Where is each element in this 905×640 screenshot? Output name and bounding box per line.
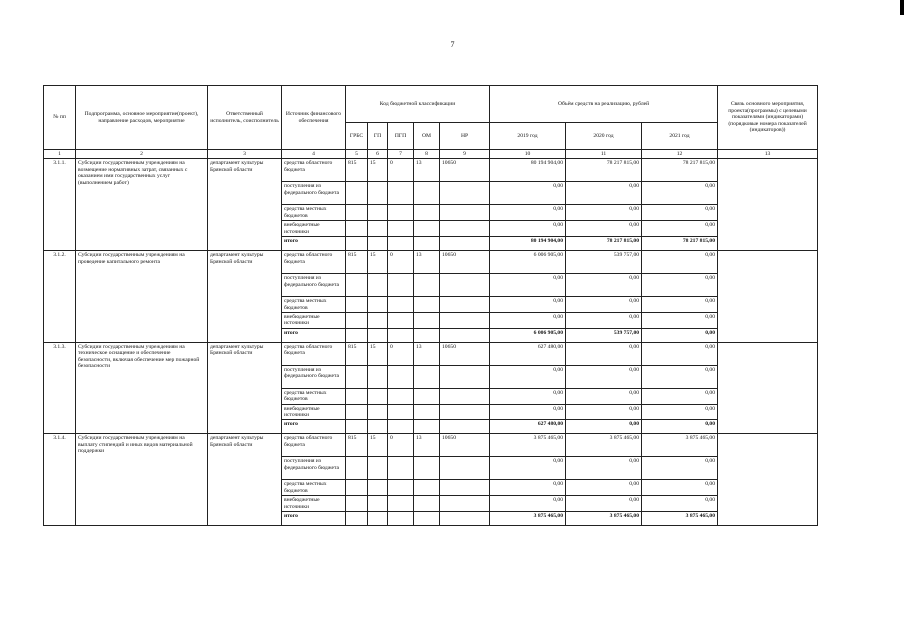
amount-2021: 0,00 xyxy=(642,404,718,420)
scan-edge-mark xyxy=(900,0,904,15)
amount-2019: 6 006 905,00 xyxy=(490,328,566,342)
amount-2021: 0,00 xyxy=(642,457,718,480)
code-pgp xyxy=(388,388,414,404)
amount-2019: 0,00 xyxy=(490,365,566,388)
amount-2019: 0,00 xyxy=(490,480,566,496)
funding-source: итого xyxy=(282,237,346,251)
column-number: 13 xyxy=(718,150,818,159)
code-gp xyxy=(368,420,388,434)
code-grbs xyxy=(346,237,368,251)
code-nr xyxy=(440,404,490,420)
amount-2019: 0,00 xyxy=(490,221,566,237)
code-nr xyxy=(440,388,490,404)
funding-source: внебюджетные источники xyxy=(282,221,346,237)
code-grbs xyxy=(346,420,368,434)
amount-2019: 3 875 465,00 xyxy=(490,512,566,526)
code-om xyxy=(414,328,440,342)
amount-2021: 0,00 xyxy=(642,496,718,512)
amount-2021: 0,00 xyxy=(642,342,718,365)
code-om: 13 xyxy=(414,251,440,274)
code-om xyxy=(414,365,440,388)
amount-2020: 0,00 xyxy=(566,404,642,420)
table-row xyxy=(44,251,818,274)
code-nr xyxy=(440,297,490,313)
funding-source: поступления из федерального бюджета xyxy=(282,365,346,388)
code-om xyxy=(414,388,440,404)
code-nr: 10650 xyxy=(440,159,490,182)
code-grbs: 815 xyxy=(346,159,368,182)
header-om: ОМ xyxy=(414,123,440,150)
code-nr: 10650 xyxy=(440,342,490,365)
code-grbs xyxy=(346,457,368,480)
code-nr xyxy=(440,480,490,496)
table-row xyxy=(44,342,818,365)
code-pgp xyxy=(388,297,414,313)
code-om xyxy=(414,404,440,420)
amount-2019: 0,00 xyxy=(490,457,566,480)
code-pgp xyxy=(388,221,414,237)
budget-table xyxy=(43,85,818,526)
header-nr: НР xyxy=(440,123,490,150)
code-grbs xyxy=(346,512,368,526)
header-pgp: ПГП xyxy=(388,123,414,150)
amount-2020: 0,00 xyxy=(566,221,642,237)
funding-source: средства областного бюджета xyxy=(282,251,346,274)
code-gp xyxy=(368,221,388,237)
amount-2019: 0,00 xyxy=(490,205,566,221)
column-number: 8 xyxy=(414,150,440,159)
amount-2020: 0,00 xyxy=(566,182,642,205)
funding-source: средства областного бюджета xyxy=(282,342,346,365)
amount-2019: 0,00 xyxy=(490,404,566,420)
column-number: 10 xyxy=(490,150,566,159)
code-nr: 10650 xyxy=(440,434,490,457)
code-nr xyxy=(440,496,490,512)
header-executor: Ответственный исполнитель, соисполнитель xyxy=(208,86,282,150)
amount-2019: 0,00 xyxy=(490,297,566,313)
amount-2019: 80 194 904,00 xyxy=(490,237,566,251)
code-nr xyxy=(440,182,490,205)
column-number: 9 xyxy=(440,150,490,159)
amount-2020: 0,00 xyxy=(566,365,642,388)
code-om xyxy=(414,205,440,221)
activity-name: Субсидии государственным учреждениям на выплату стипендий и иных видов материальной поддержки xyxy=(76,434,208,526)
indicator-link xyxy=(718,159,818,251)
amount-2021: 0,00 xyxy=(642,297,718,313)
header-2021: 2021 год xyxy=(642,123,718,150)
code-om xyxy=(414,512,440,526)
code-gp: 15 xyxy=(368,159,388,182)
header-grbs: ГРБС xyxy=(346,123,368,150)
amount-2019: 6 006 905,00 xyxy=(490,251,566,274)
activity-name: Субсидии государственным учреждениям на техническое оснащение и обеспечение безопасности, включая обеспечение мер пожарной безопасности xyxy=(76,342,208,434)
code-nr xyxy=(440,237,490,251)
code-nr xyxy=(440,420,490,434)
header-no: № пп xyxy=(44,86,76,150)
code-nr xyxy=(440,221,490,237)
code-nr: 10650 xyxy=(440,251,490,274)
amount-2021: 0,00 xyxy=(642,251,718,274)
code-grbs xyxy=(346,274,368,297)
column-number: 5 xyxy=(346,150,368,159)
amount-2020: 539 757,00 xyxy=(566,251,642,274)
amount-2020: 0,00 xyxy=(566,457,642,480)
code-om xyxy=(414,297,440,313)
funding-source: средства местных бюджетов xyxy=(282,480,346,496)
funding-source: итого xyxy=(282,420,346,434)
amount-2021: 78 217 815,00 xyxy=(642,159,718,182)
amount-2020: 0,00 xyxy=(566,342,642,365)
code-gp xyxy=(368,457,388,480)
funding-source: поступления из федерального бюджета xyxy=(282,457,346,480)
column-number: 12 xyxy=(642,150,718,159)
amount-2021: 0,00 xyxy=(642,205,718,221)
code-grbs: 815 xyxy=(346,251,368,274)
code-gp xyxy=(368,205,388,221)
column-number: 3 xyxy=(208,150,282,159)
code-grbs xyxy=(346,312,368,328)
amount-2021: 0,00 xyxy=(642,388,718,404)
code-gp xyxy=(368,480,388,496)
code-gp xyxy=(368,365,388,388)
code-grbs xyxy=(346,328,368,342)
page-number: 7 xyxy=(450,40,455,49)
funding-source: внебюджетные источники xyxy=(282,496,346,512)
header-2019: 2019 год xyxy=(490,123,566,150)
activity-name: Субсидии государственным учреждениям на возмещение нормативных затрат, связанных с оказанием ими государственных услуг (выполнением работ) xyxy=(76,159,208,251)
amount-2021: 0,00 xyxy=(642,328,718,342)
code-gp: 15 xyxy=(368,342,388,365)
code-pgp xyxy=(388,512,414,526)
code-pgp: 0 xyxy=(388,159,414,182)
code-pgp xyxy=(388,274,414,297)
indicator-link xyxy=(718,342,818,434)
amount-2021: 0,00 xyxy=(642,182,718,205)
funding-source: итого xyxy=(282,512,346,526)
amount-2020: 539 757,00 xyxy=(566,328,642,342)
code-pgp xyxy=(388,365,414,388)
amount-2019: 0,00 xyxy=(490,496,566,512)
code-nr xyxy=(440,512,490,526)
funding-source: средства местных бюджетов xyxy=(282,297,346,313)
code-om xyxy=(414,221,440,237)
activity-number: 3.1.2. xyxy=(44,251,76,343)
table-row xyxy=(44,159,818,182)
code-gp: 15 xyxy=(368,251,388,274)
amount-2021: 0,00 xyxy=(642,312,718,328)
funding-source: внебюджетные источники xyxy=(282,312,346,328)
amount-2020: 3 875 465,00 xyxy=(566,434,642,457)
code-om xyxy=(414,420,440,434)
amount-2021: 0,00 xyxy=(642,480,718,496)
code-grbs xyxy=(346,182,368,205)
code-gp xyxy=(368,297,388,313)
activity-executor: департамент культуры Брянской области xyxy=(208,342,282,434)
code-nr xyxy=(440,328,490,342)
code-pgp xyxy=(388,457,414,480)
code-nr xyxy=(440,312,490,328)
amount-2019: 80 194 904,00 xyxy=(490,159,566,182)
activity-number: 3.1.3. xyxy=(44,342,76,434)
column-number: 4 xyxy=(282,150,346,159)
code-om xyxy=(414,496,440,512)
code-grbs xyxy=(346,297,368,313)
code-gp: 15 xyxy=(368,434,388,457)
code-pgp xyxy=(388,205,414,221)
activity-executor: департамент культуры Брянской области xyxy=(208,434,282,526)
amount-2021: 0,00 xyxy=(642,365,718,388)
activity-number: 3.1.4. xyxy=(44,434,76,526)
code-gp xyxy=(368,388,388,404)
header-volume: Объём средств на реализацию, рублей xyxy=(490,86,718,123)
funding-source: поступления из федерального бюджета xyxy=(282,274,346,297)
code-om xyxy=(414,182,440,205)
amount-2020: 0,00 xyxy=(566,274,642,297)
header-budget-code: Код бюджетной классификации xyxy=(346,86,490,123)
code-pgp: 0 xyxy=(388,342,414,365)
table-row xyxy=(44,434,818,457)
header-gp: ГП xyxy=(368,123,388,150)
code-gp xyxy=(368,512,388,526)
activity-executor: департамент культуры Брянской области xyxy=(208,159,282,251)
code-grbs: 815 xyxy=(346,434,368,457)
column-number: 7 xyxy=(388,150,414,159)
amount-2021: 0,00 xyxy=(642,274,718,297)
amount-2020: 0,00 xyxy=(566,388,642,404)
code-grbs xyxy=(346,404,368,420)
code-pgp xyxy=(388,237,414,251)
funding-source: поступления из федерального бюджета xyxy=(282,182,346,205)
column-number-row xyxy=(44,150,818,159)
amount-2019: 627 480,00 xyxy=(490,420,566,434)
amount-2020: 78 217 815,00 xyxy=(566,159,642,182)
amount-2020: 0,00 xyxy=(566,420,642,434)
amount-2021: 3 875 465,00 xyxy=(642,512,718,526)
header-2020: 2020 год xyxy=(566,123,642,150)
code-grbs xyxy=(346,205,368,221)
code-pgp: 0 xyxy=(388,251,414,274)
code-gp xyxy=(368,312,388,328)
header-source: Источник финансового обеспечения xyxy=(282,86,346,150)
amount-2020: 78 217 815,00 xyxy=(566,237,642,251)
code-grbs xyxy=(346,480,368,496)
code-om xyxy=(414,480,440,496)
code-om xyxy=(414,457,440,480)
code-gp xyxy=(368,496,388,512)
header-subprogram: Подпрограмма, основное мероприятие(проект), направление расходов, мероприятие xyxy=(76,86,208,150)
code-gp xyxy=(368,237,388,251)
code-nr xyxy=(440,205,490,221)
amount-2019: 627 480,00 xyxy=(490,342,566,365)
column-number: 1 xyxy=(44,150,76,159)
code-pgp xyxy=(388,404,414,420)
amount-2019: 3 875 465,00 xyxy=(490,434,566,457)
amount-2020: 0,00 xyxy=(566,312,642,328)
code-grbs xyxy=(346,388,368,404)
amount-2019: 0,00 xyxy=(490,388,566,404)
amount-2021: 3 875 465,00 xyxy=(642,434,718,457)
funding-source: средства областного бюджета xyxy=(282,159,346,182)
code-om: 13 xyxy=(414,342,440,365)
code-grbs xyxy=(346,221,368,237)
funding-source: средства местных бюджетов xyxy=(282,388,346,404)
amount-2020: 3 875 465,00 xyxy=(566,512,642,526)
amount-2019: 0,00 xyxy=(490,274,566,297)
code-om: 13 xyxy=(414,159,440,182)
amount-2020: 0,00 xyxy=(566,480,642,496)
code-pgp xyxy=(388,312,414,328)
amount-2021: 0,00 xyxy=(642,420,718,434)
activity-number: 3.1.1. xyxy=(44,159,76,251)
amount-2019: 0,00 xyxy=(490,182,566,205)
indicator-link xyxy=(718,434,818,526)
column-number: 6 xyxy=(368,150,388,159)
funding-source: средства областного бюджета xyxy=(282,434,346,457)
column-number: 11 xyxy=(566,150,642,159)
column-number: 2 xyxy=(76,150,208,159)
code-grbs xyxy=(346,496,368,512)
funding-source: внебюджетные источники xyxy=(282,404,346,420)
code-pgp: 0 xyxy=(388,434,414,457)
header-link: Связь основного мероприятия, проекта(программы) с целевыми показателями (индикаторами) (порядковые номера показателей (индикаторов)) xyxy=(718,86,818,150)
code-grbs xyxy=(346,365,368,388)
amount-2021: 78 217 815,00 xyxy=(642,237,718,251)
code-om xyxy=(414,237,440,251)
code-om xyxy=(414,312,440,328)
amount-2020: 0,00 xyxy=(566,496,642,512)
code-nr xyxy=(440,365,490,388)
code-gp xyxy=(368,328,388,342)
funding-source: итого xyxy=(282,328,346,342)
code-om xyxy=(414,274,440,297)
code-pgp xyxy=(388,496,414,512)
amount-2021: 0,00 xyxy=(642,221,718,237)
code-om: 13 xyxy=(414,434,440,457)
code-gp xyxy=(368,274,388,297)
code-pgp xyxy=(388,182,414,205)
activity-name: Субсидии государственным учреждениям на проведение капитального ремонта xyxy=(76,251,208,343)
code-nr xyxy=(440,274,490,297)
funding-source: средства местных бюджетов xyxy=(282,205,346,221)
amount-2020: 0,00 xyxy=(566,297,642,313)
amount-2020: 0,00 xyxy=(566,205,642,221)
code-gp xyxy=(368,404,388,420)
code-pgp xyxy=(388,420,414,434)
indicator-link xyxy=(718,251,818,343)
code-grbs: 815 xyxy=(346,342,368,365)
code-pgp xyxy=(388,480,414,496)
activity-executor: департамент культуры Брянской области xyxy=(208,251,282,343)
amount-2019: 0,00 xyxy=(490,312,566,328)
code-gp xyxy=(368,182,388,205)
code-nr xyxy=(440,457,490,480)
code-pgp xyxy=(388,328,414,342)
